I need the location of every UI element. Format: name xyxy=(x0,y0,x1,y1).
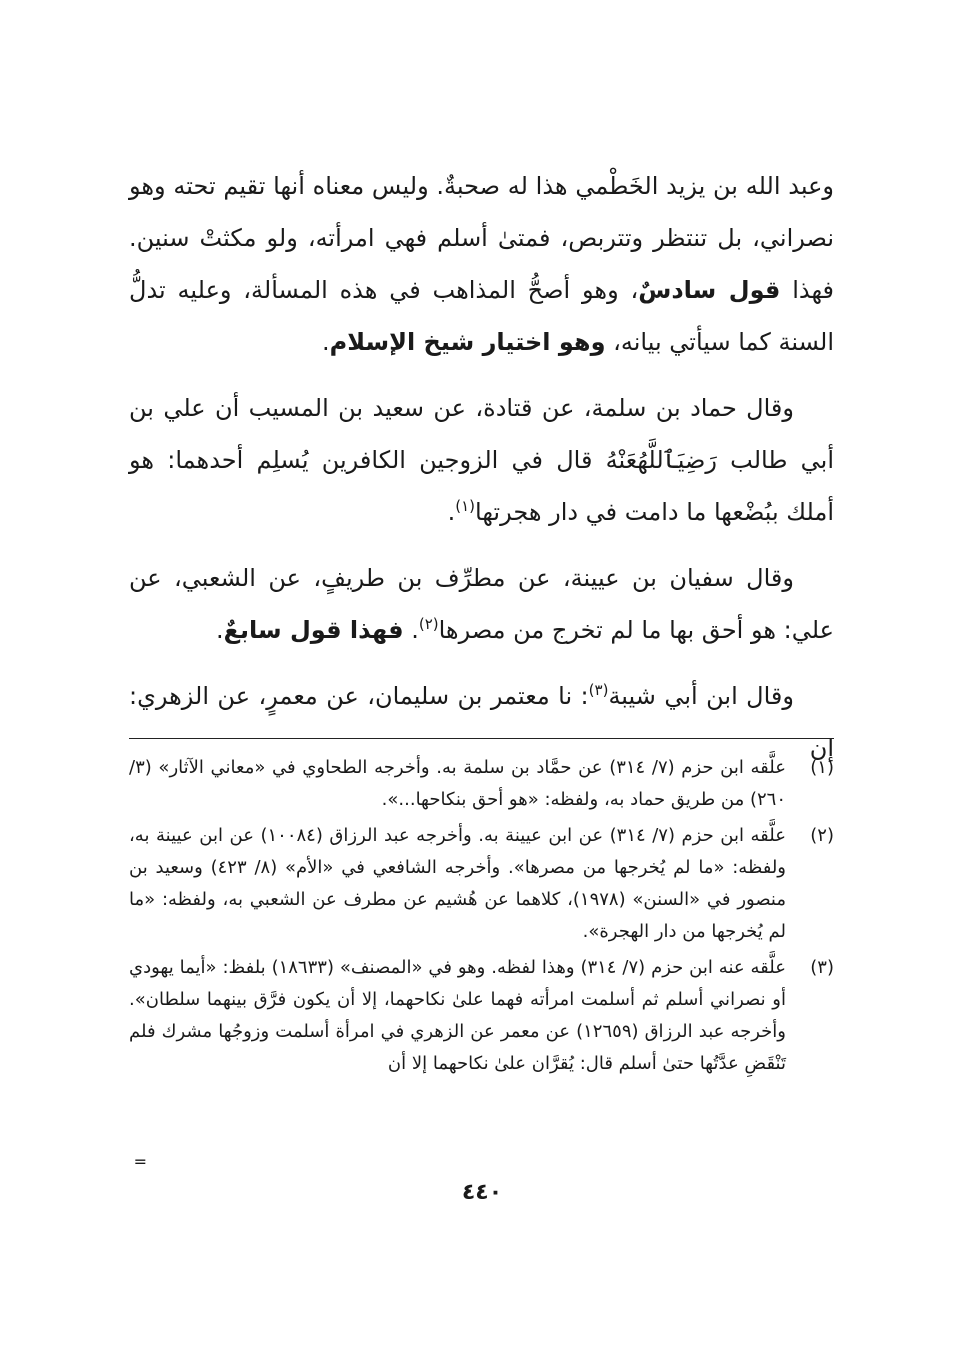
footnote-text: علَّقه عنه ابن حزم (٧/ ٣١٤) وهذا لفظه. وهو في «المصنف» (١٨٦٣٣) بلفظ: «أيما يهودي أو نصراني أسلم ثم أسلمت امرأته فهما علىٰ نكاحهما، إلا أن يكون فرَّق بينهما سلطان». وأخرجه عبد الرزاق (١٢٦٥٩) عن معمر عن الزهري في امرأة أسلمت وزوجُها مشرك فلم تَنْقَضِ عدَّتُها حتىٰ أسلم قال: يُقرَّان علىٰ نكاحهما إلا أن xyxy=(129,957,787,1074)
footnote-text: علَّقه ابن حزم (٧/ ٣١٤) عن حمَّاد بن سلمة به. وأخرجه الطحاوي في «معاني الآثار» (٣/ ٢٦٠) من طريق حماد به، ولفظه: «هو أحق بنكاحها...». xyxy=(129,757,786,810)
bold-phrase: وهو اختيار شيخ الإسلام xyxy=(329,328,606,356)
footnote-number: (٢) xyxy=(810,825,834,846)
paragraph-3 xyxy=(129,552,834,656)
paragraph-text: . xyxy=(403,616,419,644)
footnote-number: (١) xyxy=(810,757,834,778)
paragraph-text: وقال حماد بن سلمة، عن قتادة، عن سعيد بن المسيب أن علي بن أبي طالب رَضِيَٱللَّهُعَنْهُ قال في الزوجين الكافرين يُسلِم أحدهما: هو أملك ببُضْعها ما دامت في دار هجرتها xyxy=(129,394,834,526)
bold-phrase: فهذا قول سابعٌ xyxy=(223,616,404,644)
paragraph-text: وقال ابن أبي شيبة xyxy=(608,682,794,710)
footnotes-section xyxy=(129,752,834,1084)
bold-phrase: قول سادسٌ xyxy=(638,276,781,304)
paragraph-2 xyxy=(129,382,834,538)
paragraph-text: : نا معتمر بن سليمان، عن معمرٍ، عن الزهري: إن xyxy=(129,682,834,762)
paragraph-1 xyxy=(129,160,834,368)
main-text xyxy=(129,160,834,788)
footnote-number: (٣) xyxy=(810,957,834,978)
paragraph-text: . xyxy=(447,498,456,526)
footnote-divider xyxy=(129,738,834,739)
continuation-mark: = xyxy=(133,1152,147,1171)
footnote-2 xyxy=(129,820,834,948)
footnote-reference[interactable]: (١) xyxy=(455,497,476,515)
footnote-3 xyxy=(129,952,834,1080)
paragraph-text: . xyxy=(322,328,330,356)
footnote-reference[interactable]: (٢) xyxy=(418,615,439,633)
paragraph-text: . xyxy=(215,616,224,644)
paragraph-text: وقال سفيان بن عيينة، عن مطرِّف بن طريفٍ، عن الشعبي، عن علي: هو أحق بها ما لم تخرج من مصرها xyxy=(129,564,834,644)
paragraph-text: ، وهو أصحُّ المذاهب في هذه المسألة، وعليه تدلُّ السنة كما سيأتي بيانه، xyxy=(129,276,834,356)
footnote-text: علَّقه ابن حزم (٧/ ٣١٤) عن ابن عيينة به. وأخرجه عبد الرزاق (١٠٠٨٤) عن ابن عيينة به، ولفظه: «ما لم يُخرجها من مصرها». وأخرجه الشافعي في «الأم» (٨/ ٤٢٣) وسعيد بن منصور في «السنن» (١٩٧٨)، كلاهما عن هُشيم عن مطرف عن الشعبي به، ولفظه: «ما لم يُخرجها من دار الهجرة». xyxy=(129,825,787,942)
footnote-1 xyxy=(129,752,834,816)
page-number: ٤٤٠ xyxy=(461,1180,503,1205)
footnote-reference[interactable]: (٣) xyxy=(588,681,609,699)
paragraph-text: وعبد الله بن يزيد الخَطْمي هذا له صحبةٌ. وليس معناه أنها تقيم تحته وهو نصراني، بل تنتظر وتتربص، فمتىٰ أسلم فهي امرأته، ولو مكثتْ سنين. فهذا xyxy=(129,172,834,304)
